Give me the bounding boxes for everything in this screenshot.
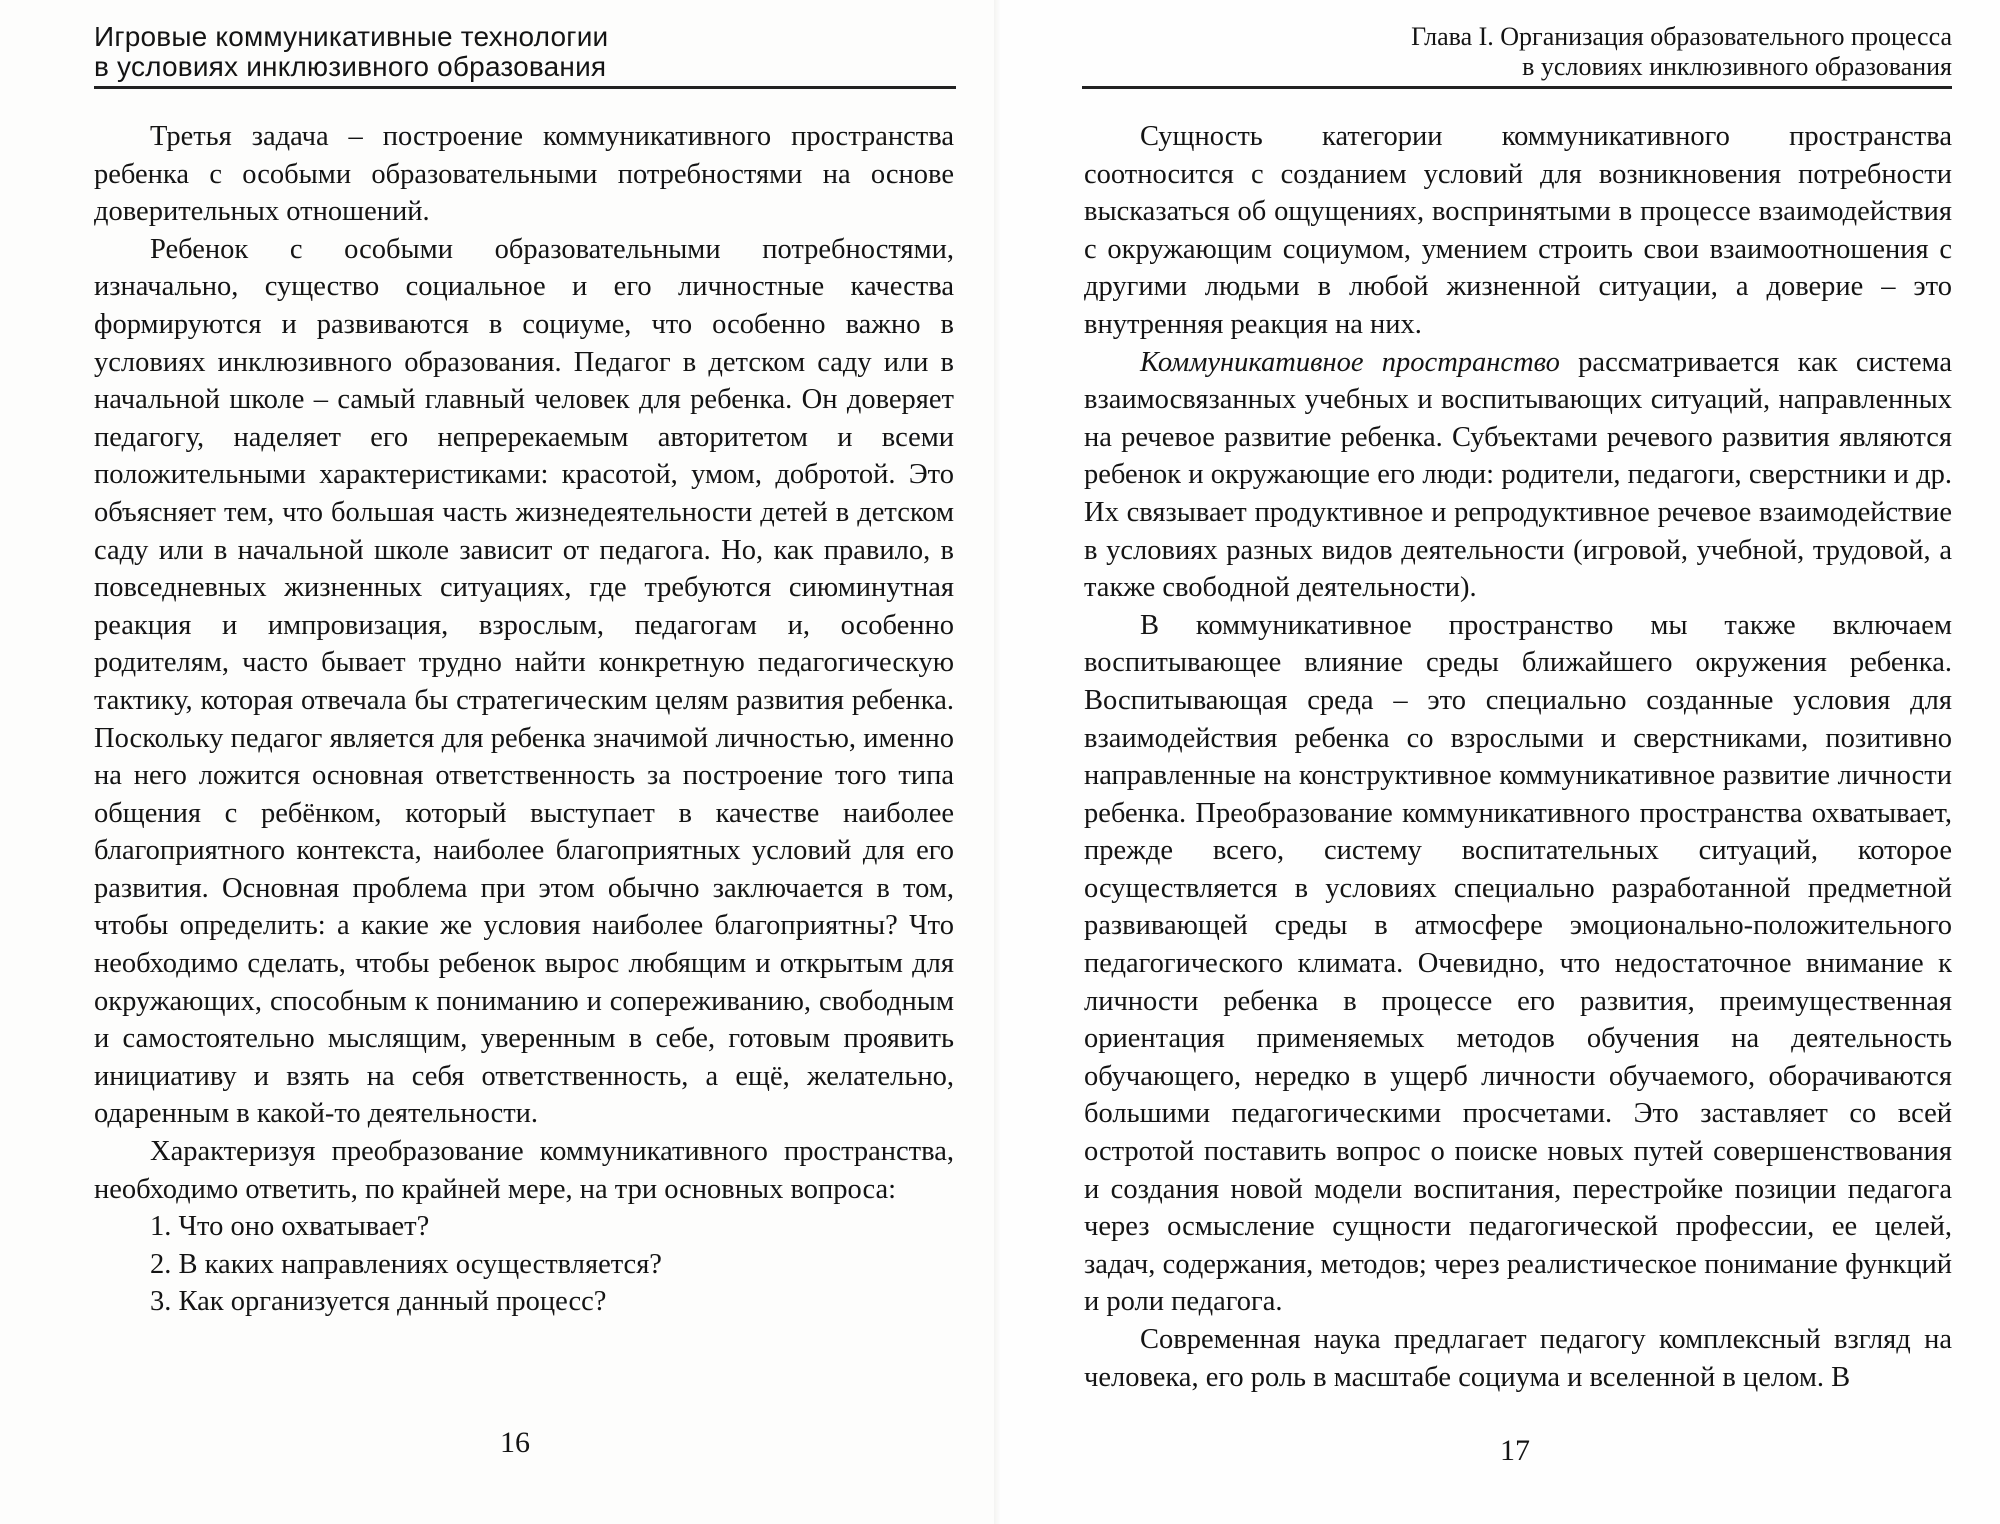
term-communicative-space: Коммуникативное пространство bbox=[1140, 346, 1560, 378]
right-body-text bbox=[1084, 118, 1952, 1396]
left-paragraph-3: Характеризуя преобразование коммуникативного пространства, необходимо ответить, по крайней мере, на три основных вопроса: bbox=[94, 1136, 954, 1205]
right-paragraph-2-rest: рассматривается как система взаимосвязанных учебных и воспитывающих ситуаций, направленных на речевое развитие ребенка. Субъектами речевого развития являются ребенок и окружающие его люди: родители, педагоги, сверстники и др. Их связывает продуктивное и репродуктивное речевое взаимодействие в условиях разных видов деятельности (игровой, учебной, трудовой, а также свободной деятельности). bbox=[1084, 346, 1952, 604]
right-running-header bbox=[1084, 22, 1952, 82]
list-item-1: 1. Что оно охватывает? bbox=[150, 1211, 430, 1243]
left-header-line-2: в условиях инклюзивного образования bbox=[94, 51, 607, 82]
left-header-line-1: Игровые коммуникативные технологии bbox=[94, 21, 609, 52]
list-item-2: 2. В каких направлениях осуществляется? bbox=[150, 1248, 662, 1280]
left-body-text bbox=[94, 118, 954, 1321]
left-header-rule bbox=[94, 86, 956, 89]
right-page-number: 17 bbox=[1500, 1434, 1530, 1467]
right-paragraph-2 bbox=[1084, 344, 1952, 607]
left-page-number: 16 bbox=[500, 1426, 530, 1459]
right-header-line-2: в условиях инклюзивного образования bbox=[1522, 52, 1952, 81]
right-paragraph-1: Сущность категории коммуникативного пространства соотносится с созданием условий для возникновения потребности высказаться об ощущениях, воспринятыми в процессе взаимодействия с окружающим социумом, умением строить свои взаимоотношения с другими людьми в любой жизненной ситуации, а доверие – это внутренняя реакция на них. bbox=[1084, 121, 1952, 340]
left-running-header bbox=[94, 22, 954, 82]
left-paragraph-2: Ребенок с особыми образовательными потребностями, изначально, существо социальное и его личностные качества формируются и развиваются в социуме, что особенно важно в условиях инклюзивного образования. Педагог в детском саду или в начальной школе – самый главный человек для ребенка. Он доверяет педагогу, наделяет его непререкаемым авторитетом и всеми положительными характеристиками: красотой, умом, добротой. Это объясняет тем, что большая часть жизнедеятельности детей в детском саду или в начальной школе зависит от педагога. Но, как правило, в повседневных жизненных ситуациях, где требуются сиюминутная реакция и импровизация, взрослым, педагогам и, особенно родителям, часто бывает трудно найти конкретную педагогическую тактику, которая отвечала бы стратегическим целям развития ребенка. Поскольку педагог является для ребенка значимой личностью, именно на него ложится основная ответственность за построение того типа общения с ребёнком, который выступает в качестве наиболее благоприятного контекста, наиболее благоприятных условий для его развития. Основная проблема при этом обычно заключается в том, чтобы определить: а какие же условия наиболее благоприятны? Что необходимо сделать, чтобы ребенок вырос любящим и открытым для окружающих, способным к пониманию и сопереживанию, свободным и самостоятельно мыслящим, уверенным в себе, готовым проявить инициативу и взять на себя ответственность, а ещё, желательно, одаренным в какой-то деятельности. bbox=[94, 233, 954, 1130]
right-page bbox=[1000, 0, 2000, 1524]
right-paragraph-4: Современная наука предлагает педагогу комплексный взгляд на человека, его роль в масштабе социума и вселенной в целом. В bbox=[1084, 1324, 1952, 1393]
list-item-3: 3. Как организуется данный процесс? bbox=[150, 1286, 607, 1318]
right-header-rule bbox=[1082, 86, 1952, 89]
right-header-line-1: Глава I. Организация образовательного процесса bbox=[1411, 22, 1952, 51]
left-paragraph-1: Третья задача – построение коммуникативного пространства ребенка с особыми образовательными потребностями на основе доверительных отношений. bbox=[94, 121, 954, 228]
right-paragraph-3: В коммуникативное пространство мы также включаем воспитывающее влияние среды ближайшего окружения ребенка. Воспитывающая среда – это специально созданные условия для взаимодействия ребенка со взрослыми и сверстниками, позитивно направленные на конструктивное коммуникативное развитие личности ребенка. Преобразование коммуникативного пространства охватывает, прежде всего, систему воспитательных ситуаций, которое осуществляется в условиях специально разработанной предметной развивающей среды в атмосфере эмоционально-положительного педагогического климата. Очевидно, что недостаточное внимание к личности ребенка в процессе его развития, преимущественная ориентация применяемых методов обучения на деятельность обучающего, нередко в ущерб личности обучаемого, оборачиваются большими педагогическими просчетами. Это заставляет со всей остротой поставить вопрос о поиске новых путей совершенствования и создания новой модели воспитания, перестройке позиции педагога через осмысление сущности педагогической профессии, ее целей, задач, содержания, методов; через реалистическое понимание функций и роли педагога. bbox=[1084, 609, 1952, 1318]
